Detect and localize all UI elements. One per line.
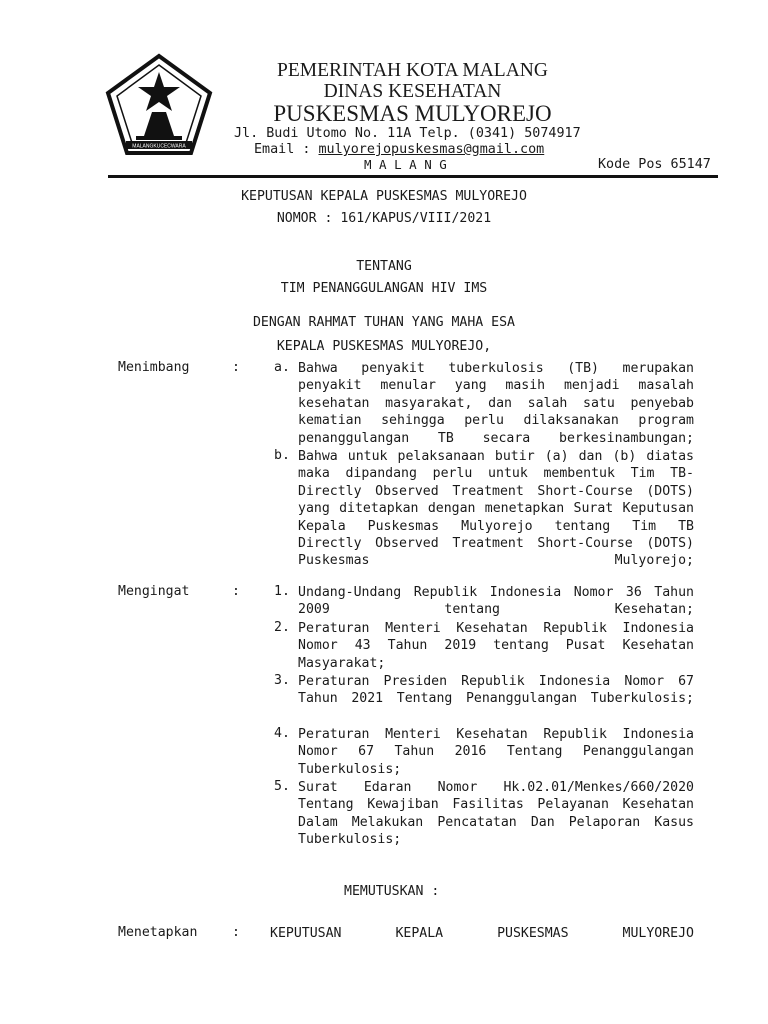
mengingat-item-4-text: Peraturan Menteri Kesehatan Republik Indonesia Nomor 67 Tahun 2016 Tentang Penanggulangan Tuberkulosis; [298, 727, 694, 777]
menetapkan-text-row [270, 925, 694, 942]
letterhead-email-row [254, 142, 544, 157]
mengingat-item-2-text: Peraturan Menteri Kesehatan Republik Indonesia Nomor 43 Tahun 2019 tentang Pusat Kesehatan Masyarakat; [298, 621, 694, 671]
menimbang-item-b [298, 448, 694, 570]
memutuskan-heading: MEMUTUSKAN : [344, 884, 440, 899]
letterhead-dept: DINAS KESEHATAN [323, 81, 502, 102]
mengingat-item-3-text: Peraturan Presiden Republik Indonesia Nomor 67 Tahun 2021 Tentang Penanggulangan Tuberkulosis; [298, 674, 694, 707]
mengingat-item-4 [298, 726, 694, 778]
email-link[interactable]: mulyorejopuskesmas@gmail.com [318, 142, 545, 157]
head-line: KEPALA PUSKESMAS MULYOREJO, [276, 339, 492, 354]
letterhead-postal: Kode Pos 65147 [598, 157, 711, 172]
mengingat-marker-2: 2. [274, 620, 290, 635]
menimbang-item-b-text: Bahwa untuk pelaksanaan butir (a) dan (b) diatas maka dipandang perlu untuk membentuk Tim TB-Directly Observed Treatment Short-Course (DOTS) yang ditetapkan dengan menetapkan Surat Keputusan Kepala Puskesmas Mulyorejo tentang Tim TB Directly Observed Treatment Short-Course (DOTS) Puskesmas Mulyorejo; [298, 449, 694, 569]
mengingat-colon: : [232, 584, 240, 599]
menetapkan-text: KEPUTUSAN KEPALA PUSKESMAS MULYOREJO [270, 926, 694, 941]
mengingat-label: Mengingat [118, 584, 190, 599]
menimbang-marker-a: a. [274, 360, 290, 375]
letterhead-gov: PEMERINTAH KOTA MALANG [277, 60, 548, 81]
decree-number: NOMOR : 161/KAPUS/VIII/2021 [276, 211, 492, 226]
menimbang-item-a [298, 360, 694, 447]
menimbang-marker-b: b. [274, 448, 290, 463]
email-label: Email : [254, 142, 319, 157]
grace-line: DENGAN RAHMAT TUHAN YANG MAHA ESA [252, 315, 515, 330]
mengingat-item-5-text: Surat Edaran Nomor Hk.02.01/Menkes/660/2020 Tentang Kewajiban Fasilitas Pelayanan Kesehatan Dalam Melakukan Pencatatan Dan Pelaporan Kasus Tuberkulosis; [298, 780, 694, 848]
menetapkan-label: Menetapkan [118, 925, 198, 940]
decree-title: KEPUTUSAN KEPALA PUSKESMAS MULYOREJO [241, 189, 527, 204]
mengingat-item-2 [298, 620, 694, 672]
menimbang-colon: : [232, 360, 240, 375]
mengingat-marker-1: 1. [274, 584, 290, 599]
mengingat-item-1 [298, 584, 694, 619]
about-heading: TENTANG [356, 259, 412, 274]
mengingat-marker-5: 5. [274, 779, 290, 794]
svg-text:MALANGKUCECWARA: MALANGKUCECWARA [132, 143, 186, 150]
mengingat-item-1-text: Undang-Undang Republik Indonesia Nomor 36 Tahun 2009 tentang Kesehatan; [298, 585, 694, 618]
menetapkan-colon: : [232, 925, 240, 940]
city-logo [104, 52, 214, 162]
letterhead-address: Jl. Budi Utomo No. 11A Telp. (0341) 5074917 [234, 126, 581, 141]
letterhead-city: M A L A N G [364, 157, 447, 172]
menimbang-item-a-text: Bahwa penyakit tuberkulosis (TB) merupakan penyakit menular yang masih menjadi masalah kesehatan masyarakat, dan salah satu penyebab kematian sehingga perlu dilaksanakan program penanggulangan TB secara berkesinambungan; [298, 361, 694, 446]
letterhead-org: PUSKESMAS MULYOREJO [273, 101, 552, 126]
mengingat-item-3 [298, 673, 694, 708]
mengingat-marker-3: 3. [274, 673, 290, 688]
mengingat-item-5 [298, 779, 694, 849]
mengingat-marker-4: 4. [274, 726, 290, 741]
letterhead-rule [108, 175, 718, 178]
menimbang-label: Menimbang [118, 360, 190, 375]
decree-subject: TIM PENANGGULANGAN HIV IMS [280, 281, 488, 296]
